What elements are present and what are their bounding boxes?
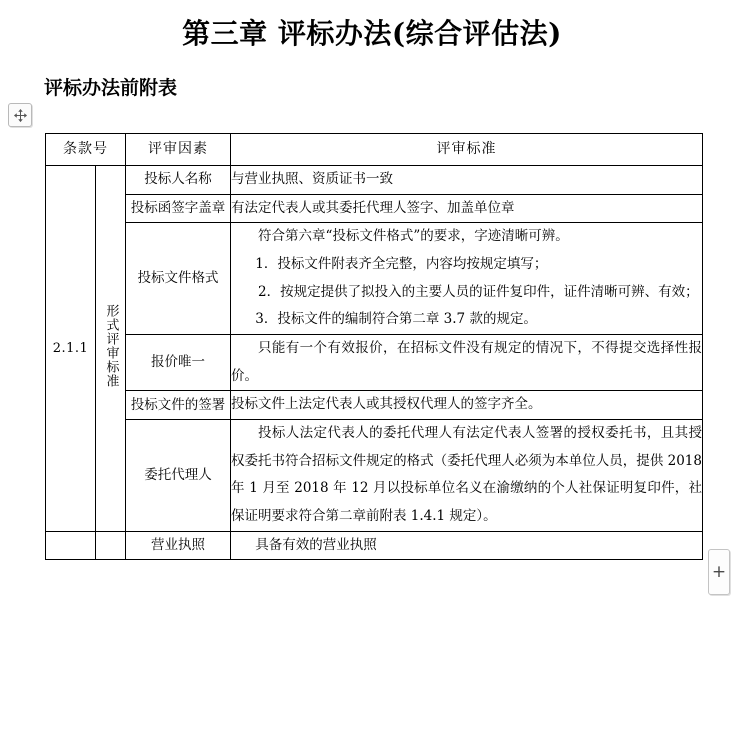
table-row [46,166,703,195]
column-header-factor: 评审因素 [126,134,231,166]
factor-cell: 投标人名称 [126,166,231,195]
column-header-criteria: 评审标准 [231,134,703,166]
vertical-label-cell [96,166,126,532]
section-heading: 评标办法前附表 [44,77,178,99]
criteria-cell [231,391,703,420]
table-row [46,194,703,223]
criteria-line: 符合第六章“投标文件格式”的要求，字迹清晰可辨。 [258,228,569,245]
add-row-button[interactable]: + [708,549,730,595]
criteria-line: 投标文件上法定代表人或其授权代理人的签字齐全。 [231,396,542,413]
criteria-cell [231,166,703,195]
criteria-line: 3．投标文件的编制符合第二章 3.7 款的规定。 [255,311,537,328]
vertical-label-cell [96,531,126,560]
criteria-cell [231,531,703,560]
criteria-cell [231,335,703,391]
vertical-label-text: 形式评审标准 [103,304,119,389]
factor-cell: 报价唯一 [126,335,231,391]
table-move-handle[interactable] [8,103,32,127]
page-title: 第三章 评标办法(综合评估法) [182,17,562,50]
table-row [46,335,703,391]
evaluation-table-wrapper [45,133,702,560]
criteria-line: 投标人法定代表人的委托代理人有法定代表人签署的授权委托书，且其授权委托书符合招标文件规定的格式（委托代理人必须为本单位人员，提供 2018 年 1 月至 2018 年 12 月以投标单位名义在渝缴纳的个人社保证明复印件，社保证明要求符合第二章前附表 1.4.1 规定）。 [231,425,702,525]
factor-cell: 委托代理人 [126,420,231,532]
criteria-line: 2．按规定提供了拟投入的主要人员的证件复印件，证件清晰可辨、有效； [258,283,699,300]
table-header-row [46,134,703,166]
table-row [46,531,703,560]
criteria-line: 与营业执照、资质证书一致 [231,171,393,187]
clause-number-cell: 2.1.1 [46,166,96,532]
criteria-line: 1．投标文件附表齐全完整，内容均按规定填写； [255,256,548,273]
criteria-cell [231,420,703,532]
table-row [46,391,703,420]
evaluation-table [45,133,703,560]
factor-cell: 投标文件格式 [126,223,231,335]
clause-number-cell [46,531,96,560]
criteria-line: 有法定代表人或其委托代理人签字、加盖单位章 [231,199,515,216]
criteria-cell [231,223,703,335]
criteria-line: 只能有一个有效报价，在招标文件没有规定的情况下，不得提交选择性报价。 [231,340,702,384]
column-header-clause: 条款号 [46,134,126,166]
table-row [46,223,703,335]
criteria-line: 具备有效的营业执照 [255,536,377,553]
table-row [46,420,703,532]
criteria-cell [231,194,703,223]
factor-cell: 营业执照 [126,531,231,560]
factor-cell: 投标文件的签署 [126,391,231,420]
factor-cell: 投标函签字盖章 [126,194,231,223]
